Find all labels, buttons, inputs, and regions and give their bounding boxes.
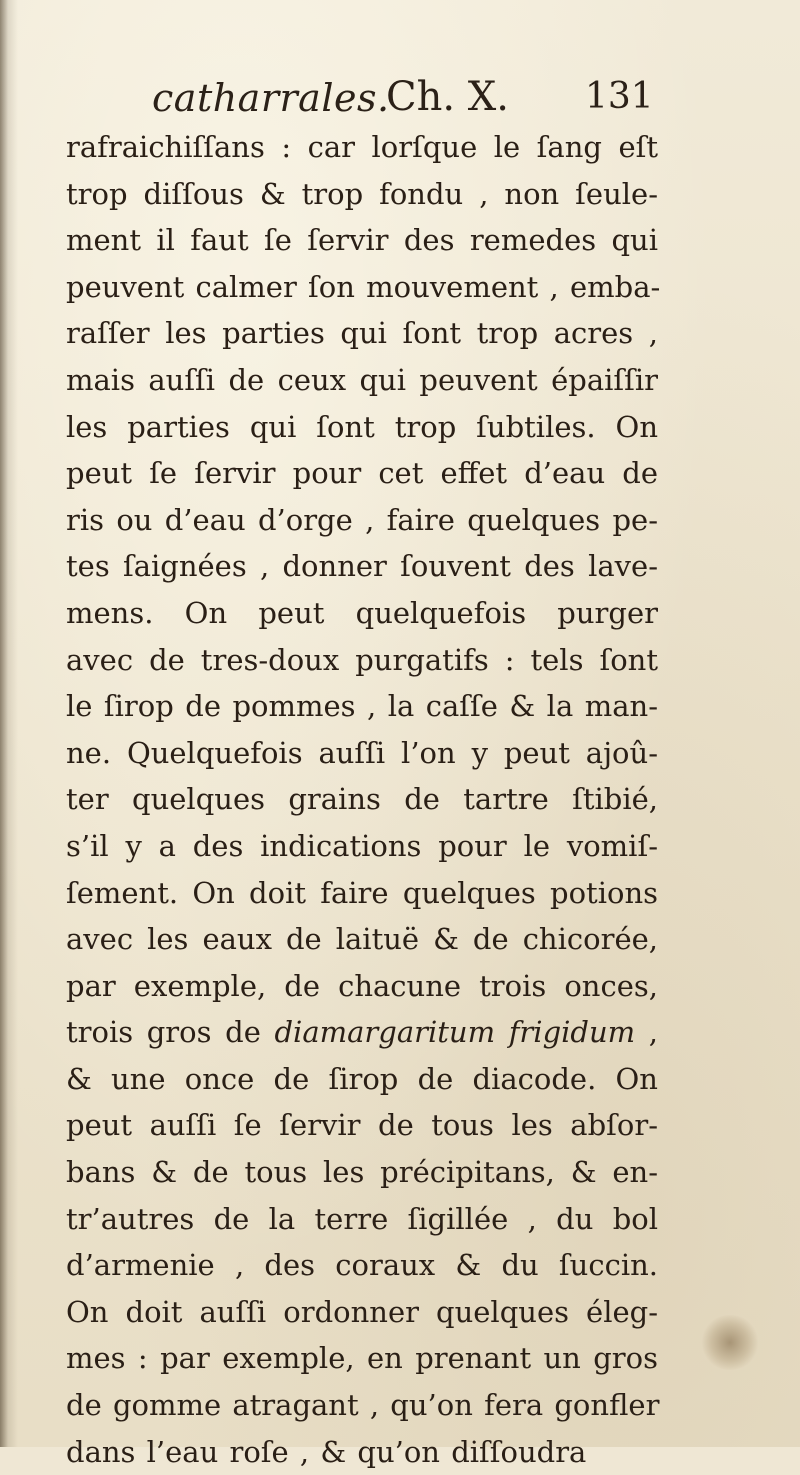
text-segment: par exemple, de chacune trois onces, [66, 968, 658, 1003]
foxing-stain [700, 1315, 760, 1370]
text-line [66, 916, 658, 963]
text-line [66, 497, 658, 544]
text-segment: ment il faut ſe ſervir des remedes qui [66, 223, 658, 258]
text-segment: ter quelques grains de tartre ſtibié, [66, 782, 658, 817]
text-segment: dans l’eau roſe , & qu’on diſſoudra [66, 1434, 587, 1469]
text-segment: & une once de ſirop de diacode. On [66, 1061, 658, 1096]
text-line [66, 1102, 658, 1149]
text-segment: ris ou d’eau d’orge , faire quelques pe- [66, 502, 658, 537]
text-line [66, 357, 658, 404]
running-head [0, 70, 800, 130]
text-segment: avec de tres-doux purgatifs : tels ſont [66, 642, 658, 677]
text-segment: trois gros de [66, 1015, 275, 1050]
text-segment: mens. On peut quelquefois purger [66, 595, 658, 630]
running-head-chapter: Ch. X. [386, 74, 509, 120]
text-segment: les parties qui ſont trop ſubtiles. On [66, 409, 658, 444]
text-line [66, 637, 658, 684]
text-line [66, 1242, 658, 1289]
text-line [66, 963, 658, 1010]
text-line [66, 683, 658, 730]
body-text [66, 124, 661, 1475]
text-segment: de gomme atragant , qu’on fera gonfler [66, 1388, 660, 1423]
text-line [66, 217, 658, 264]
page-gutter-shadow [0, 0, 18, 1447]
text-line [66, 1335, 658, 1382]
text-segment: rafraichiſſans : car lorſque le ſang eſt [66, 130, 658, 164]
text-line [66, 1196, 658, 1243]
page-number: 131 [585, 76, 654, 117]
text-line [66, 1056, 658, 1103]
text-line [66, 730, 658, 777]
text-line [66, 124, 658, 171]
text-segment: d’armenie , des coraux & du ſuccin. [66, 1248, 658, 1283]
text-segment: raſſer les parties qui ſont trop acres , [66, 316, 658, 351]
text-segment: tes ſaignées , donner ſouvent des lave- [66, 549, 658, 584]
text-line [66, 823, 658, 870]
text-segment: s’il y a des indications pour le vomiſ- [66, 828, 658, 863]
text-segment: , [635, 1015, 658, 1050]
text-segment: mais auſſi de ceux qui peuvent épaiſſir [66, 362, 658, 397]
text-line [66, 590, 658, 637]
text-segment: avec les eaux de laituë & de chicorée, [66, 922, 658, 957]
text-segment: trop diſſous & trop fondu , non ſeule- [66, 176, 658, 211]
text-line [66, 776, 658, 823]
italic-term: diamargaritum frigidum [274, 1015, 636, 1050]
text-segment: le ſirop de pommes , la caſſe & la man- [66, 689, 658, 724]
text-line [66, 450, 658, 497]
text-segment: ſement. On doit faire quelques potions [66, 875, 658, 910]
text-segment: peuvent calmer ſon mouvement , emba- [66, 269, 661, 304]
text-segment: peut ſe ſervir pour cet effet d’eau de [66, 456, 658, 491]
text-line [66, 1009, 658, 1056]
text-line [66, 171, 658, 218]
running-head-title: catharrales. [152, 76, 390, 120]
text-line [66, 543, 658, 590]
text-segment: On doit auſſi ordonner quelques éleg- [66, 1294, 658, 1329]
text-line [66, 1149, 658, 1196]
text-segment: bans & de tous les précipitans, & en- [66, 1155, 658, 1190]
text-line [66, 404, 658, 451]
text-segment: ne. Quelquefois auſſi l’on y peut ajoû- [66, 735, 658, 770]
text-line [66, 870, 658, 917]
text-line [66, 1382, 658, 1429]
text-segment: peut auſſi ſe ſervir de tous les abſor- [66, 1108, 658, 1143]
text-line [66, 310, 658, 357]
text-line [66, 264, 661, 311]
text-segment: tr’autres de la terre ſigillée , du bol [66, 1201, 658, 1236]
text-line [66, 1289, 658, 1336]
text-line [66, 1429, 658, 1475]
text-segment: mes : par exemple, en prenant un gros [66, 1341, 658, 1376]
